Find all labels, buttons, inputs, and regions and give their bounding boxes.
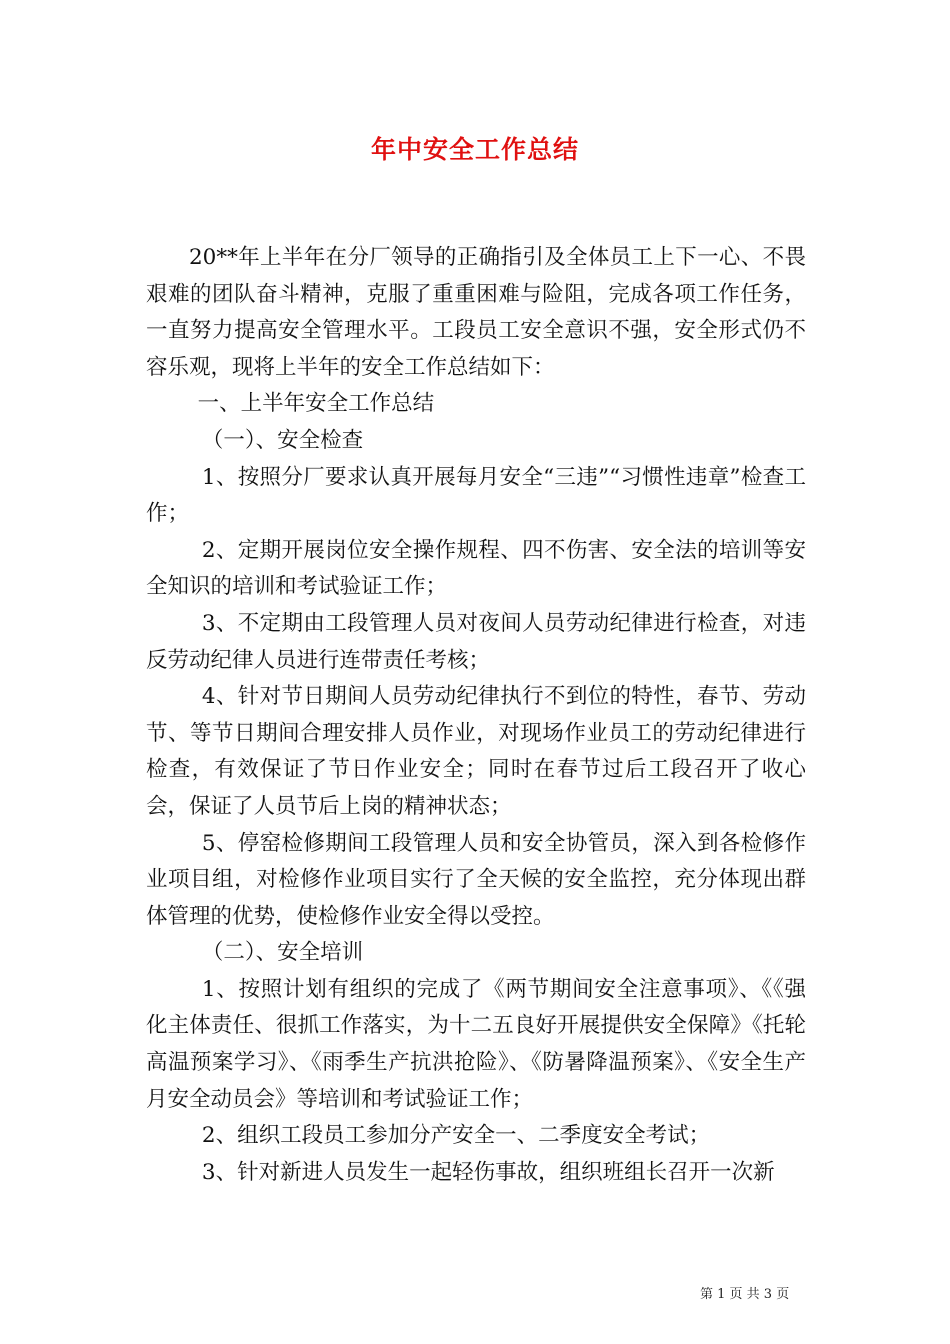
section-heading-1: 一、上半年安全工作总结 (197, 391, 435, 417)
inspection-item-4: 4、针对节日期间人员劳动纪律执行不到位的特性，春节、劳动节、等节日期间合理安排人员作业，对现场作业员工的劳动纪律进行检查，有效保证了节日作业安全；同时在春节过后工段召开了收心会，保证了人员节后上岗的精神状态； (146, 684, 806, 819)
inspection-item-2: 2、定期开展岗位安全操作规程、四不伤害、安全法的培训等安全知识的培训和考试验证工作； (146, 537, 806, 600)
page-number-footer: 第 1 页 共 3 页 (700, 1287, 790, 1302)
training-item-1: 1、按照计划有组织的完成了《两节期间安全注意事项》、《《强化主体责任、很抓工作落实，为十二五良好开展提供安全保障》《托轮高温预案学习》、《雨季生产抗洪抢险》、《防暑降温预案》、《安全生产月安全动员会》等培训和考试验证工作； (146, 976, 806, 1112)
intro-paragraph: 20**年上半年在分厂领导的正确指引及全体员工上下一心、不畏艰难的团队奋斗精神，克服了重重困难与险阻，完成各项工作任务，一直努力提高安全管理水平。工段员工安全意识不强，安全形式仍不容乐观，现将上半年的安全工作总结如下： (146, 245, 806, 380)
inspection-item-1: 1、按照分厂要求认真开展每月安全“三违”“习惯性违章”检查工作； (146, 464, 806, 527)
inspection-item-3: 3、不定期由工段管理人员对夜间人员劳动纪律进行检查，对违反劳动纪律人员进行连带责任考核； (146, 610, 806, 673)
training-item-2: 2、组织工段员工参加分产安全一、二季度安全考试； (201, 1123, 711, 1149)
document-title: 年中安全工作总结 (370, 135, 579, 164)
subsection-heading-safety-training: （二）、安全培训 (201, 940, 364, 966)
inspection-item-5: 5、停窑检修期间工段管理人员和安全协管员，深入到各检修作业项目组，对检修作业项目实行了全天候的安全监控，充分体现出群体管理的优势，使检修作业安全得以受控。 (146, 830, 806, 929)
document-body (146, 240, 806, 1191)
training-item-3: 3、针对新进人员发生一起轻伤事故，组织班组长召开一次新 (201, 1159, 775, 1185)
subsection-heading-safety-inspection: （一）、安全检查 (201, 427, 364, 453)
